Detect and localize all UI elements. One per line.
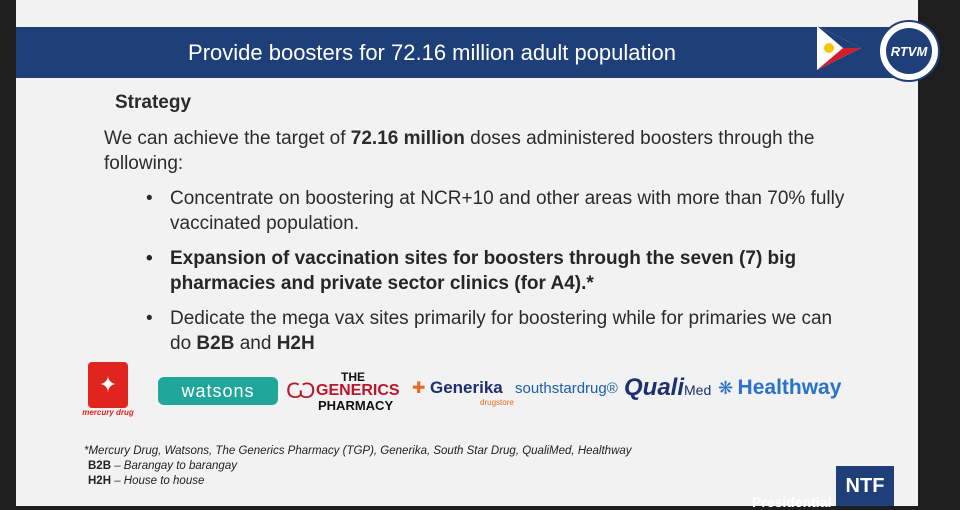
bullet-text: Dedicate the mega vax sites primarily for boostering while for primaries we can do (170, 308, 833, 354)
watsons-logo: watsons (158, 377, 278, 405)
bullet-text: Expansion of vaccination sites for boosters through the seven (7) big pharmacies and private sector clinics (for A4).* (170, 248, 797, 294)
presentation-slide (16, 0, 918, 506)
qualimed-logo (624, 374, 711, 402)
bullet-list (146, 186, 846, 366)
generika-logo (412, 376, 516, 410)
mercury-label: mercury drug (82, 408, 134, 417)
cross-icon: ✚ (412, 380, 426, 397)
rtvm-seal-logo (878, 20, 940, 82)
bullet-dot: • (146, 308, 153, 329)
title-bar (16, 27, 918, 78)
mercury-drug-logo (80, 362, 136, 424)
footnote-line: *Mercury Drug, Watsons, The Generics Pharmacy (TGP), Generika, South Star Drug, QualiMed, Healthway (84, 445, 632, 457)
intro-pre: We can achieve the target of (104, 128, 351, 149)
b2b-term: B2B (196, 333, 235, 354)
bullet-dot: • (146, 188, 153, 209)
bullet-item (146, 186, 846, 236)
ntf-logo: NTF (836, 466, 894, 506)
bullet-text-and: and (234, 333, 277, 354)
generics-pharmacy: PHARMACY (318, 398, 394, 413)
healthway-name: Healthway (737, 376, 842, 399)
partner-logos (78, 362, 868, 426)
southstar-logo: southstardrug® (515, 380, 618, 397)
flower-icon: ❋ (718, 378, 734, 398)
qualimed-q: Quali (624, 374, 685, 401)
generika-sub: drugstore (480, 398, 514, 407)
def-term: B2B (88, 460, 112, 472)
rtvm-text: RTVM (886, 28, 932, 74)
philippine-flag-logo (813, 22, 865, 74)
footnote-def (84, 474, 632, 489)
def-term: H2H (88, 475, 112, 487)
healthway-logo (718, 376, 841, 400)
bullet-text: Concentrate on boostering at NCR+10 and other areas with more than 70% fully vaccinated population. (170, 188, 845, 234)
mortar-icon: Ѡ (286, 378, 316, 403)
broadcast-ticker: Presidential (752, 494, 832, 510)
generics-pharmacy-logo (286, 370, 402, 413)
intro-post: doses administered boosters through the following: (104, 128, 815, 174)
generics-the: THE (341, 370, 365, 384)
strategy-heading: Strategy (115, 92, 192, 113)
def-desc: – Barangay to barangay (111, 460, 237, 472)
generics-name: GENERICS (316, 382, 400, 399)
footnote-def (84, 459, 632, 474)
bullet-dot: • (146, 248, 153, 269)
intro-text (104, 126, 824, 176)
qualimed-m: Med (684, 382, 712, 398)
runner-icon: ✦ (98, 372, 118, 397)
slide-title: Provide boosters for 72.16 million adult population (188, 39, 676, 65)
intro-bold: 72.16 million (350, 128, 465, 149)
def-desc: – House to house (111, 475, 205, 487)
bullet-item (146, 246, 846, 296)
generika-name: Generika (430, 378, 503, 397)
bullet-item (146, 306, 846, 356)
footnote (84, 444, 632, 489)
h2h-term: H2H (276, 333, 315, 354)
